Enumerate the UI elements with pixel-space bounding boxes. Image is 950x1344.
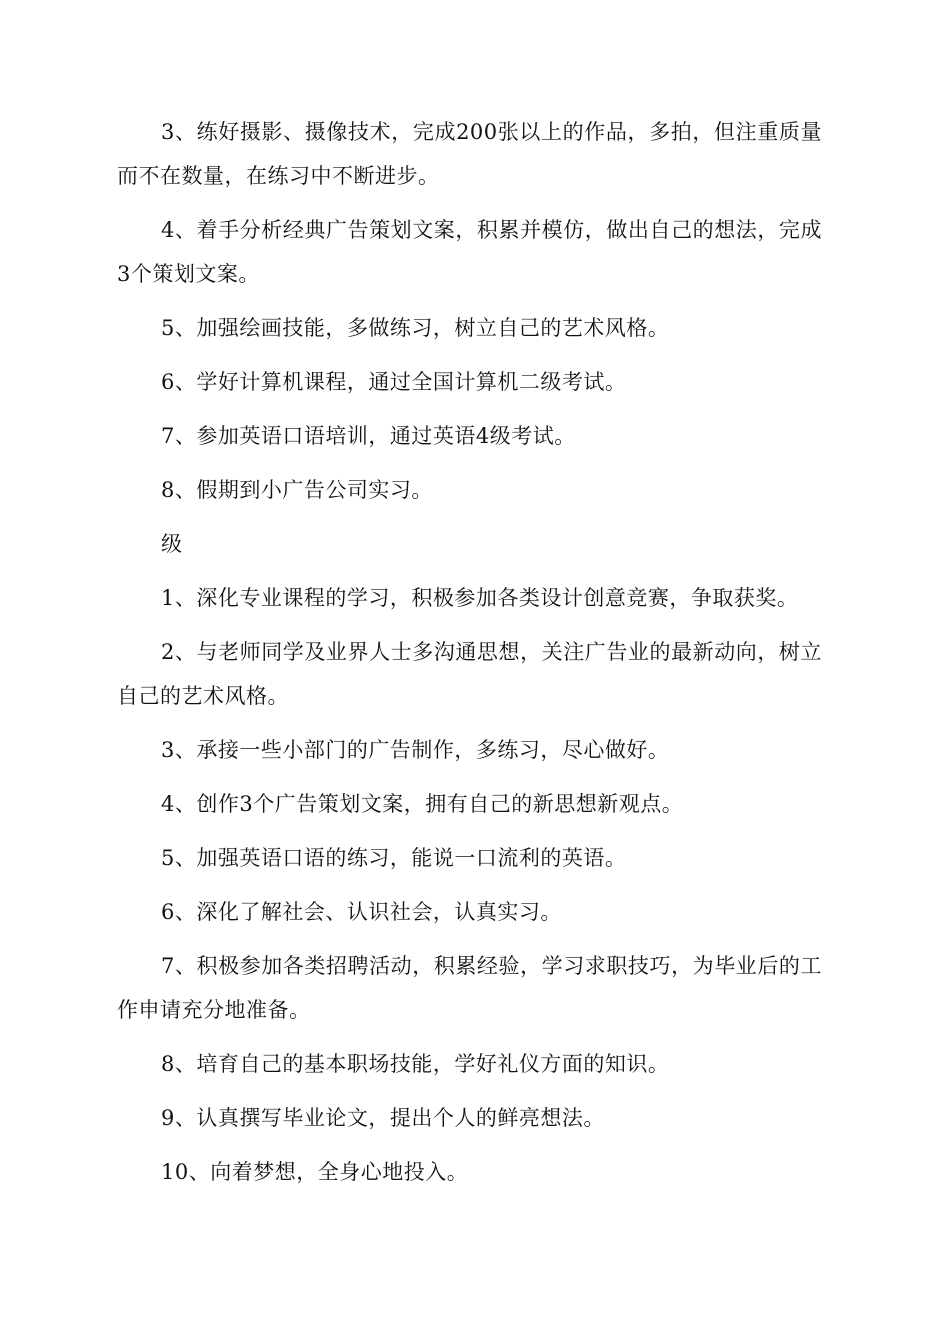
paragraph-3-production: 3、承接一些小部门的广告制作，多练习，尽心做好。 (161, 738, 670, 762)
paragraph-8-internship: 8、假期到小广告公司实习。 (161, 478, 433, 502)
document-body (117, 110, 822, 1204)
paragraph-6-society: 6、深化了解社会、认识社会，认真实习。 (161, 900, 562, 924)
paragraph-7-english: 7、参加英语口语培训，通过英语4级考试。 (161, 424, 576, 448)
paragraph-4-ad-copy: 4、着手分析经典广告策划文案，积累并模仿，做出自己的想法，完成3个策划文案。 (117, 218, 822, 286)
paragraph-1-courses: 1、深化专业课程的学习，积极参加各类设计创意竞赛，争取获奖。 (161, 586, 799, 610)
paragraph-7-recruitment: 7、积极参加各类招聘活动，积累经验，学习求职技巧，为毕业后的工作申请充分地准备。 (117, 954, 822, 1022)
paragraph-4-creation: 4、创作3个广告策划文案，拥有自己的新思想新观点。 (161, 792, 684, 816)
paragraph-2-communication: 2、与老师同学及业界人士多沟通思想，关注广告业的最新动向，树立自己的艺术风格。 (117, 640, 822, 708)
section-heading-grade: 级 (161, 532, 183, 556)
paragraph-3-photography: 3、练好摄影、摄像技术，完成200张以上的作品，多拍，但注重质量而不在数量，在练习中不断进步。 (117, 120, 822, 188)
paragraph-9-thesis: 9、认真撰写毕业论文，提出个人的鲜亮想法。 (161, 1106, 605, 1130)
paragraph-5-drawing: 5、加强绘画技能，多做练习，树立自己的艺术风格。 (161, 316, 670, 340)
paragraph-8-workplace: 8、培育自己的基本职场技能，学好礼仪方面的知识。 (161, 1052, 670, 1076)
paragraph-6-computer: 6、学好计算机课程，通过全国计算机二级考试。 (161, 370, 627, 394)
paragraph-5-speaking: 5、加强英语口语的练习，能说一口流利的英语。 (161, 846, 627, 870)
paragraph-10-dream: 10、向着梦想，全身心地投入。 (161, 1160, 469, 1184)
